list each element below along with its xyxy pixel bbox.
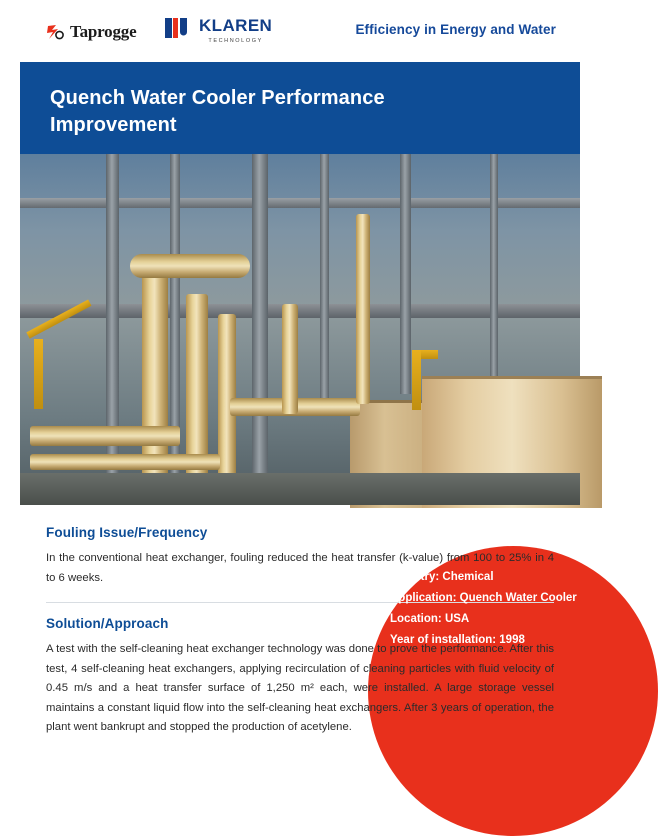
section-paragraph: In the conventional heat exchanger, fouling reduced the heat transfer (k-value) from 100 to 25% in 4 to 6 weeks. — [46, 552, 554, 584]
hero-pipe-horizontal — [30, 426, 180, 446]
callout-text — [390, 567, 577, 651]
hero-column — [490, 154, 498, 379]
callout-line-industry: Industry: Chemical — [390, 571, 494, 583]
hero-column — [400, 154, 411, 394]
title-banner — [20, 62, 580, 154]
hero-pipe-elbow — [130, 254, 250, 278]
hero-pipe-horizontal — [30, 454, 220, 470]
hero-column — [106, 154, 119, 505]
page-header — [0, 0, 600, 62]
hero-column — [170, 154, 180, 505]
klaren-logo[interactable] — [165, 16, 272, 46]
hero-ground — [20, 473, 580, 505]
taprogge-logo[interactable] — [46, 19, 136, 45]
hero-column — [252, 154, 268, 505]
hero-pipe-vertical — [356, 214, 370, 404]
klaren-text-block — [199, 16, 272, 44]
taprogge-wordmark: Taprogge — [70, 22, 137, 41]
callout-line-application: Application: Quench Water Cooler — [390, 592, 577, 604]
klaren-subtitle: TECHNOLOGY — [208, 38, 263, 44]
hero-pipe-vertical — [282, 304, 298, 414]
klaren-logo-mark — [165, 16, 193, 40]
header-tagline: Efficiency in Energy and Water — [355, 22, 556, 37]
hero-crane-post — [412, 350, 421, 410]
section-heading: Fouling Issue/Frequency — [46, 525, 208, 540]
page-title: Quench Water Cooler Performance Improvement — [50, 87, 385, 136]
callout-line-location: Location: USA — [390, 613, 470, 625]
section-heading: Solution/Approach — [46, 616, 169, 631]
section-paragraph: A test with the self-cleaning heat exchanger technology was done to prove the performance. After this test, 4 self-cleaning heat exchangers, applying recirculation of cleaning particles with fluid velocity of 0.45 m/s and a heat transfer surface of 1,250 m² each, were installed. A large storage vessel maintains a constant liquid flow into the self-cleaning heat exchangers. After 3 years of operation, the plant went bankrupt and stopped the production of acetylene. — [46, 643, 554, 733]
hero-pipe-vertical — [142, 272, 168, 505]
hero-column — [320, 154, 329, 404]
callout-line-year: Year of installation: 1998 — [390, 634, 525, 646]
taprogge-logo-mark — [46, 23, 65, 42]
hero-crane-mast — [34, 339, 43, 409]
klaren-wordmark: KLAREN — [199, 16, 273, 35]
